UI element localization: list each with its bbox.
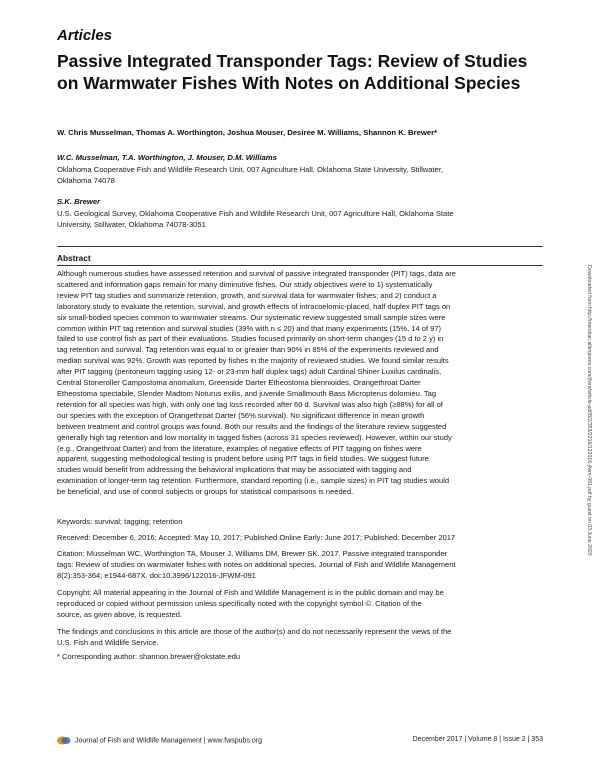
abstract-heading-rule <box>57 265 543 266</box>
abstract-body <box>57 269 543 498</box>
keywords <box>57 517 543 528</box>
citation-line: Citation: Musselman WC, Worthington TA, Mouser J, Williams DM, Brewer SK. 2017. Passive integrated transponder <box>57 549 448 558</box>
abstract-line: review PIT tag studies and summarize retention, growth, and survival data for warmwater fishes; and 2) conduct a <box>57 290 437 300</box>
affiliation-1-line-1: Oklahoma Cooperative Fish and Wildlife Research Unit, 007 Agriculture Hall, Oklahoma State University, Stillwater, <box>57 165 444 174</box>
abstract-line: common within PIT tag retention and survival studies (39% with n ≤ 20) and that many experiments (15%, 14 of 97) <box>57 323 442 333</box>
abstract-line: retention for all species was high, with only one tag loss recorded after 60 d. Survival was also high (≥88%) for all of <box>57 399 443 409</box>
affiliation-1 <box>57 153 443 186</box>
disclaimer-line: U.S. Fish and Wildlife Service. <box>57 637 159 647</box>
affiliation-1-address <box>57 164 443 186</box>
publication-dates <box>57 533 543 544</box>
abstract-line: examination of longer-term tag retention. Furthermore, standard reporting (i.e., sample sizes) in PIT tag studies would <box>57 476 450 486</box>
copyright <box>57 588 543 621</box>
corresponding-author <box>57 652 543 663</box>
abstract-line: Central Stoneroller Campostoma anomalum, Greenside Darter Etheostoma blennioides, Orangethroat Darter <box>57 378 421 388</box>
abstract-line: six small-bodied species common to warmwater streams. Our systematic review suggested small sample sizes were <box>57 312 446 322</box>
abstract-line: (e.g., Orangethroat Darter) and from the literature, examples of negative effects of PIT tagging on fishes were <box>57 443 422 453</box>
abstract-top-rule <box>57 246 543 247</box>
affiliation-2 <box>57 197 454 230</box>
abstract-heading: Abstract <box>57 253 91 263</box>
disclaimer-line: The findings and conclusions in this article are those of the author(s) and do not necessarily represent the views of the <box>57 627 452 636</box>
affiliation-2-names: S.K. Brewer <box>57 197 101 206</box>
abstract-line: between treatment and control groups was found. Both our results and the findings of the literature review suggested <box>57 421 447 431</box>
copyright-line: source, as given above, is requested. <box>57 609 183 619</box>
abstract-line: our species with the exception of Orangethroat Darter (56% survival). No significant difference in mean growth <box>57 410 425 420</box>
abstract-line: after PIT tagging (peritoneum tagging using 12- or 23-mm half duplex tags) adult Cardinal Shiner Luxilus cardinalis, <box>57 367 442 377</box>
keywords-text: Keywords: survival; tagging; retention <box>57 517 183 526</box>
affiliation-2-line-2: University, Stillwater, Oklahoma 74078-3051 <box>57 220 206 229</box>
abstract-line: apparent, suggesting methodological testing is prudent before using PIT tags in field studies. We suggest future <box>57 454 429 464</box>
abstract-line: be beneficial, and use of control subjects or groups for statistical comparisons is needed. <box>57 487 354 497</box>
abstract-line: failed to use control fish as part of their evaluations. Studies focused primarily on short-term changes (15 d to 2 y) in <box>57 334 444 344</box>
abstract-line: median survival was 92%. Growth was reported by fishes in the majority of reviewed studies. We found similar results <box>57 356 449 366</box>
author-list: W. Chris Musselman, Thomas A. Worthington, Joshua Mouser, Desiree M. Williams, Shannon K. Brewer* <box>57 128 438 137</box>
footer-issue-info: December 2017 | Volume 8 | Issue 2 | 353 <box>412 736 543 743</box>
affiliation-2-line-1: U.S. Geological Survey, Oklahoma Cooperative Fish and Wildlife Research Unit, 007 Agriculture Hall, Oklahoma State <box>57 209 454 218</box>
article-title <box>57 50 557 94</box>
abstract-line: Although numerous studies have assessed retention and survival of passive integrated transponder (PIT) tags, data are <box>57 269 456 278</box>
disclaimer <box>57 627 543 649</box>
abstract-line: tag retention and survival. Tag retention was equal to or greater than 90% in 85% of the experiments reviewed and <box>57 345 439 355</box>
section-label: Articles <box>57 27 113 44</box>
citation <box>57 549 543 582</box>
citation-line: tags: Review of studies on warmwater fishes with notes on additional species. Journal of Fish and Wildlife Management <box>57 559 456 569</box>
affiliation-2-address <box>57 208 454 230</box>
affiliation-1-names: W.C. Musselman, T.A. Worthington, J. Mouser, D.M. Williams <box>57 153 277 162</box>
title-line-2: on Warmwater Fishes With Notes on Additional Species <box>57 73 521 93</box>
corresponding-text: * Corresponding author: shannon.brewer@okstate.edu <box>57 652 241 661</box>
abstract-line: studies would benefit from addressing the behavioral implications that may be associated with tagging and <box>57 465 412 475</box>
title-line-1: Passive Integrated Transponder Tags: Review of Studies <box>57 51 528 71</box>
abstract-line: laboratory study to evaluate the retention, survival, and growth effects of intracoelomic-placed, half duplex PIT tags on <box>57 301 451 311</box>
abstract-line: scattered and information gaps remain for many diminutive fishes. Our study objectives were to 1) systematically <box>57 279 433 289</box>
download-watermark: Downloaded from http://meridian.allenpress.com/jfwm/article-pdf/8/2/353/2216/122016-jfwm-091.pdf by guest on 03 June 2020 <box>586 265 592 556</box>
citation-line: 8(2):353-364; e1944-687X. doi:10.3996/122016-JFWM-091 <box>57 570 256 580</box>
abstract-line: Etheostoma spectabile, Slender Madtom Noturus exilis, and juvenile Smallmouth Bass Micropterus dolomieu. Tag <box>57 388 437 398</box>
affiliation-1-line-2: Oklahoma 74078 <box>57 176 115 185</box>
journal-logo-icon <box>57 736 71 745</box>
footer-journal-text: Journal of Fish and Wildlife Management | www.fwspubs.org <box>75 737 263 745</box>
footer-journal <box>57 736 262 745</box>
abstract-line: generally high tag retention and low mortality in tagged fishes (across 31 species reviewed). However, within our study <box>57 432 452 442</box>
dates-text: Received: December 6, 2016; Accepted: May 10, 2017; Published Online Early: June 2017; Published: December 2017 <box>57 533 456 542</box>
copyright-line: reproduced or copied without permission unless specifically noted with the copyright symbol ©. Citation of the <box>57 598 422 608</box>
copyright-line: Copyright: All material appearing in the Journal of Fish and Wildlife Management is in the public domain and may be <box>57 588 444 597</box>
